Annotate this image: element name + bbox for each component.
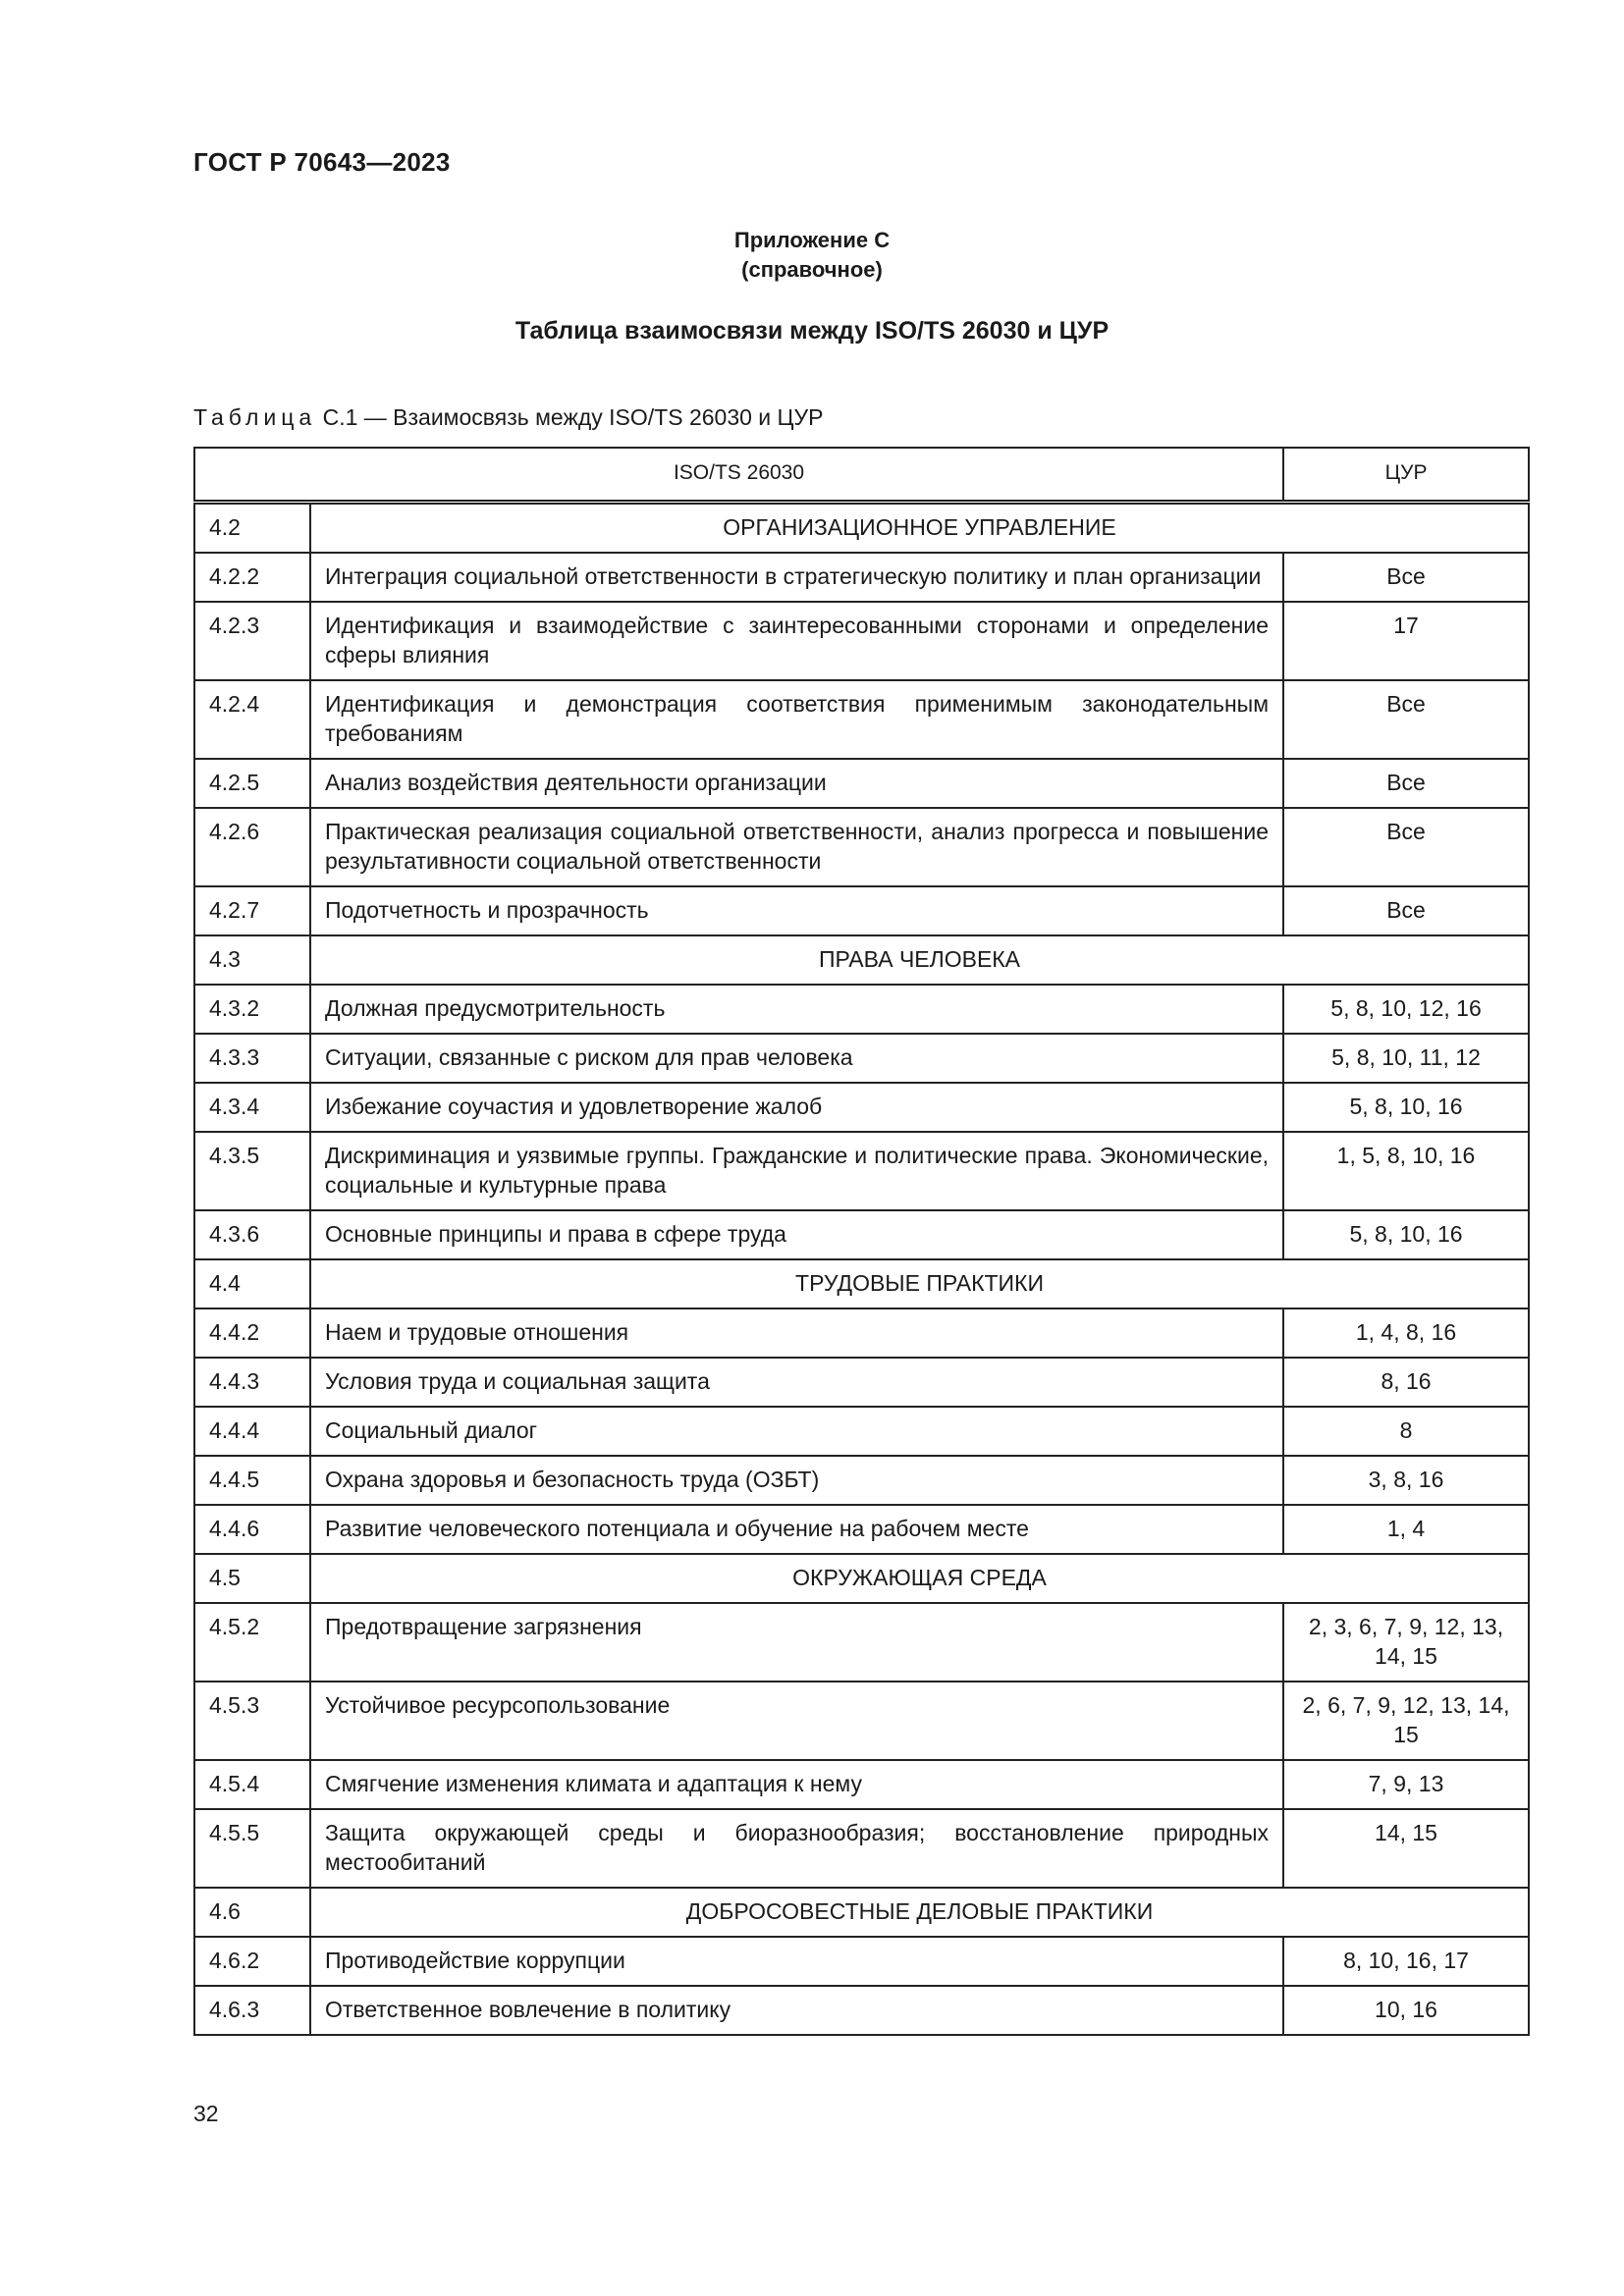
row-sdg-goals: 10, 16 [1283, 1986, 1529, 2035]
table-caption [193, 404, 824, 431]
row-description: Должная предусмотрительность [310, 985, 1283, 1034]
row-code: 4.4.4 [194, 1407, 310, 1456]
row-code: 4.6.2 [194, 1937, 310, 1986]
row-sdg-goals: 17 [1283, 602, 1529, 680]
table-row [194, 1034, 1529, 1083]
table-row [194, 1083, 1529, 1132]
row-description: Анализ воздействия деятельности организации [310, 759, 1283, 808]
row-description: Охрана здоровья и безопасность труда (ОЗБТ) [310, 1456, 1283, 1505]
row-sdg-goals: 7, 9, 13 [1283, 1760, 1529, 1809]
row-sdg-goals: Все [1283, 886, 1529, 935]
row-sdg-goals: 8, 10, 16, 17 [1283, 1937, 1529, 1986]
row-sdg-goals: 2, 6, 7, 9, 12, 13, 14, 15 [1283, 1682, 1529, 1760]
table-row [194, 1937, 1529, 1986]
row-code: 4.6 [194, 1888, 310, 1937]
row-code: 4.5.4 [194, 1760, 310, 1809]
row-description: Идентификация и демонстрация соответствия применимым законодательным требованиям [310, 680, 1283, 759]
section-title: ПРАВА ЧЕЛОВЕКА [310, 935, 1529, 985]
row-description: Противодействие коррупции [310, 1937, 1283, 1986]
row-code: 4.3.5 [194, 1132, 310, 1210]
appendix-heading [0, 226, 1624, 285]
table-caption-label: Таблица [193, 404, 317, 430]
section-title: ОКРУЖАЮЩАЯ СРЕДА [310, 1554, 1529, 1603]
table-row [194, 985, 1529, 1034]
row-description: Избежание соучастия и удовлетворение жалоб [310, 1083, 1283, 1132]
row-description: Подотчетность и прозрачность [310, 886, 1283, 935]
section-row [194, 1259, 1529, 1308]
section-row [194, 1888, 1529, 1937]
row-sdg-goals: 1, 4 [1283, 1505, 1529, 1554]
table-row [194, 1308, 1529, 1358]
row-code: 4.5 [194, 1554, 310, 1603]
row-description: Защита окружающей среды и биоразнообразия; восстановление природных местообитаний [310, 1809, 1283, 1888]
section-row [194, 503, 1529, 554]
row-code: 4.3.6 [194, 1210, 310, 1259]
row-code: 4.3.3 [194, 1034, 310, 1083]
iso-sdg-table [193, 447, 1530, 2036]
table-row [194, 1986, 1529, 2035]
row-code: 4.2.2 [194, 553, 310, 602]
table-row [194, 1682, 1529, 1760]
row-code: 4.5.5 [194, 1809, 310, 1888]
table-header-row [194, 448, 1529, 503]
page-number: 32 [193, 2101, 219, 2126]
row-description: Устойчивое ресурсопользование [310, 1682, 1283, 1760]
row-description: Дискриминация и уязвимые группы. Гражданские и политические права. Экономические, социальные и культурные права [310, 1132, 1283, 1210]
row-sdg-goals: Все [1283, 553, 1529, 602]
section-title: ДОБРОСОВЕСТНЫЕ ДЕЛОВЫЕ ПРАКТИКИ [310, 1888, 1529, 1937]
row-sdg-goals: Все [1283, 808, 1529, 886]
row-code: 4.3.4 [194, 1083, 310, 1132]
document-title: Таблица взаимосвязи между ISO/TS 26030 и ЦУР [514, 317, 1110, 345]
appendix-subtitle: (справочное) [741, 257, 883, 282]
row-description: Ситуации, связанные с риском для прав человека [310, 1034, 1283, 1083]
row-code: 4.3.2 [194, 985, 310, 1034]
table-row [194, 1210, 1529, 1259]
header-sdg: ЦУР [1283, 448, 1529, 503]
row-description: Условия труда и социальная защита [310, 1358, 1283, 1407]
row-sdg-goals: 2, 3, 6, 7, 9, 12, 13, 14, 15 [1283, 1603, 1529, 1682]
row-code: 4.2.3 [194, 602, 310, 680]
row-description: Развитие человеческого потенциала и обучение на рабочем месте [310, 1505, 1283, 1554]
row-sdg-goals: 8 [1283, 1407, 1529, 1456]
section-row [194, 935, 1529, 985]
table-row [194, 808, 1529, 886]
row-description: Социальный диалог [310, 1407, 1283, 1456]
row-sdg-goals: 8, 16 [1283, 1358, 1529, 1407]
row-description: Практическая реализация социальной ответственности, анализ прогресса и повышение результативности социальной ответственности [310, 808, 1283, 886]
document-code: ГОСТ Р 70643—2023 [193, 147, 451, 177]
row-code: 4.2.4 [194, 680, 310, 759]
row-sdg-goals: Все [1283, 680, 1529, 759]
row-sdg-goals: 1, 5, 8, 10, 16 [1283, 1132, 1529, 1210]
row-description: Смягчение изменения климата и адаптация к нему [310, 1760, 1283, 1809]
row-sdg-goals: 5, 8, 10, 12, 16 [1283, 985, 1529, 1034]
table-row [194, 680, 1529, 759]
table-row [194, 553, 1529, 602]
row-sdg-goals: 3, 8, 16 [1283, 1456, 1529, 1505]
row-code: 4.5.3 [194, 1682, 310, 1760]
header-iso: ISO/TS 26030 [194, 448, 1283, 503]
row-code: 4.4.3 [194, 1358, 310, 1407]
section-title: ТРУДОВЫЕ ПРАКТИКИ [310, 1259, 1529, 1308]
row-code: 4.2.5 [194, 759, 310, 808]
row-sdg-goals: 5, 8, 10, 11, 12 [1283, 1034, 1529, 1083]
row-sdg-goals: 5, 8, 10, 16 [1283, 1210, 1529, 1259]
row-sdg-goals: 5, 8, 10, 16 [1283, 1083, 1529, 1132]
row-code: 4.6.3 [194, 1986, 310, 2035]
row-description: Идентификация и взаимодействие с заинтересованными сторонами и определение сферы влияния [310, 602, 1283, 680]
table-row [194, 1603, 1529, 1682]
row-description: Ответственное вовлечение в политику [310, 1986, 1283, 2035]
row-sdg-goals: 14, 15 [1283, 1809, 1529, 1888]
row-code: 4.2.6 [194, 808, 310, 886]
row-code: 4.5.2 [194, 1603, 310, 1682]
table-row [194, 759, 1529, 808]
table-caption-text: С.1 — Взаимосвязь между ISO/TS 26030 и ЦУР [316, 404, 824, 430]
table-row [194, 602, 1529, 680]
table-row [194, 1809, 1529, 1888]
row-sdg-goals: 1, 4, 8, 16 [1283, 1308, 1529, 1358]
section-title: ОРГАНИЗАЦИОННОЕ УПРАВЛЕНИЕ [310, 503, 1529, 554]
row-description: Интеграция социальной ответственности в стратегическую политику и план организации [310, 553, 1283, 602]
row-code: 4.2 [194, 503, 310, 554]
appendix-title: Приложение С [733, 228, 891, 252]
row-description: Основные принципы и права в сфере труда [310, 1210, 1283, 1259]
table-row [194, 886, 1529, 935]
row-code: 4.4 [194, 1259, 310, 1308]
row-sdg-goals: Все [1283, 759, 1529, 808]
row-description: Наем и трудовые отношения [310, 1308, 1283, 1358]
table-row [194, 1407, 1529, 1456]
row-code: 4.3 [194, 935, 310, 985]
table-body [194, 503, 1529, 2036]
row-description: Предотвращение загрязнения [310, 1603, 1283, 1682]
row-code: 4.4.2 [194, 1308, 310, 1358]
row-code: 4.4.6 [194, 1505, 310, 1554]
row-code: 4.4.5 [194, 1456, 310, 1505]
table-row [194, 1132, 1529, 1210]
table-row [194, 1760, 1529, 1809]
table-row [194, 1505, 1529, 1554]
table-row [194, 1456, 1529, 1505]
row-code: 4.2.7 [194, 886, 310, 935]
section-row [194, 1554, 1529, 1603]
table-row [194, 1358, 1529, 1407]
